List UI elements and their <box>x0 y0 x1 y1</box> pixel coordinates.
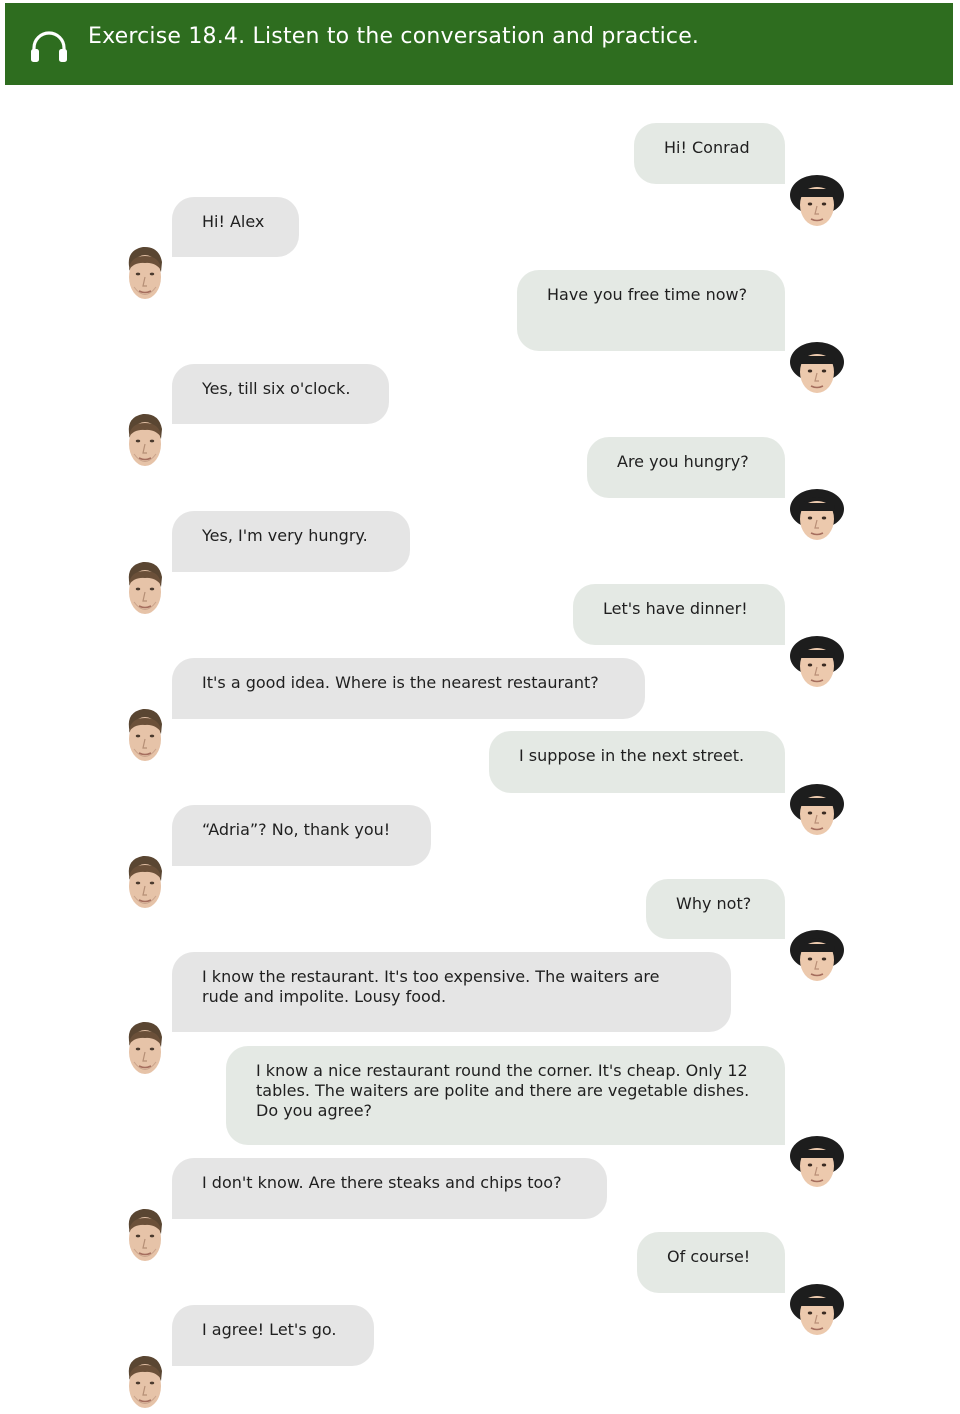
message-bubble-conrad: Of course! <box>637 1232 785 1293</box>
avatar-alex <box>115 242 175 304</box>
message-bubble-alex: I agree! Let's go. <box>172 1305 374 1366</box>
message-bubble-conrad: Why not? <box>646 879 785 939</box>
avatar-alex <box>115 1351 175 1413</box>
message-bubble-alex: It's a good idea. Where is the nearest restaurant? <box>172 658 645 719</box>
message-bubble-alex: Yes, till six o'clock. <box>172 364 389 424</box>
message-bubble-conrad: Let's have dinner! <box>573 584 785 645</box>
avatar-alex <box>115 409 175 471</box>
avatar-conrad <box>787 630 847 692</box>
avatar-conrad <box>787 483 847 545</box>
message-bubble-conrad: Are you hungry? <box>587 437 785 498</box>
message-bubble-alex: “Adria”? No, thank you! <box>172 805 431 866</box>
message-bubble-conrad: Have you free time now? <box>517 270 785 351</box>
avatar-alex <box>115 557 175 619</box>
avatar-conrad <box>787 169 847 231</box>
avatar-alex <box>115 851 175 913</box>
message-bubble-alex: Hi! Alex <box>172 197 299 257</box>
exercise-title: Exercise 18.4. Listen to the conversation and practice. <box>88 24 700 49</box>
message-bubble-alex: Yes, I'm very hungry. <box>172 511 410 572</box>
avatar-conrad <box>787 1278 847 1340</box>
message-bubble-alex: I don't know. Are there steaks and chips too? <box>172 1158 607 1219</box>
avatar-alex <box>115 704 175 766</box>
avatar-conrad <box>787 336 847 398</box>
message-bubble-conrad: I know a nice restaurant round the corner. It's cheap. Only 12 tables. The waiters are polite and there are vegetable dishes. Do you agree? <box>226 1046 785 1145</box>
exercise-header <box>5 3 953 85</box>
avatar-conrad <box>787 1130 847 1192</box>
headphones-icon[interactable] <box>29 29 69 65</box>
avatar-alex <box>115 1204 175 1266</box>
avatar-conrad <box>787 924 847 986</box>
message-bubble-conrad: Hi! Conrad <box>634 123 785 184</box>
avatar-conrad <box>787 778 847 840</box>
message-bubble-alex: I know the restaurant. It's too expensive. The waiters are rude and impolite. Lousy food. <box>172 952 731 1032</box>
message-bubble-conrad: I suppose in the next street. <box>489 731 785 793</box>
avatar-alex <box>115 1017 175 1079</box>
